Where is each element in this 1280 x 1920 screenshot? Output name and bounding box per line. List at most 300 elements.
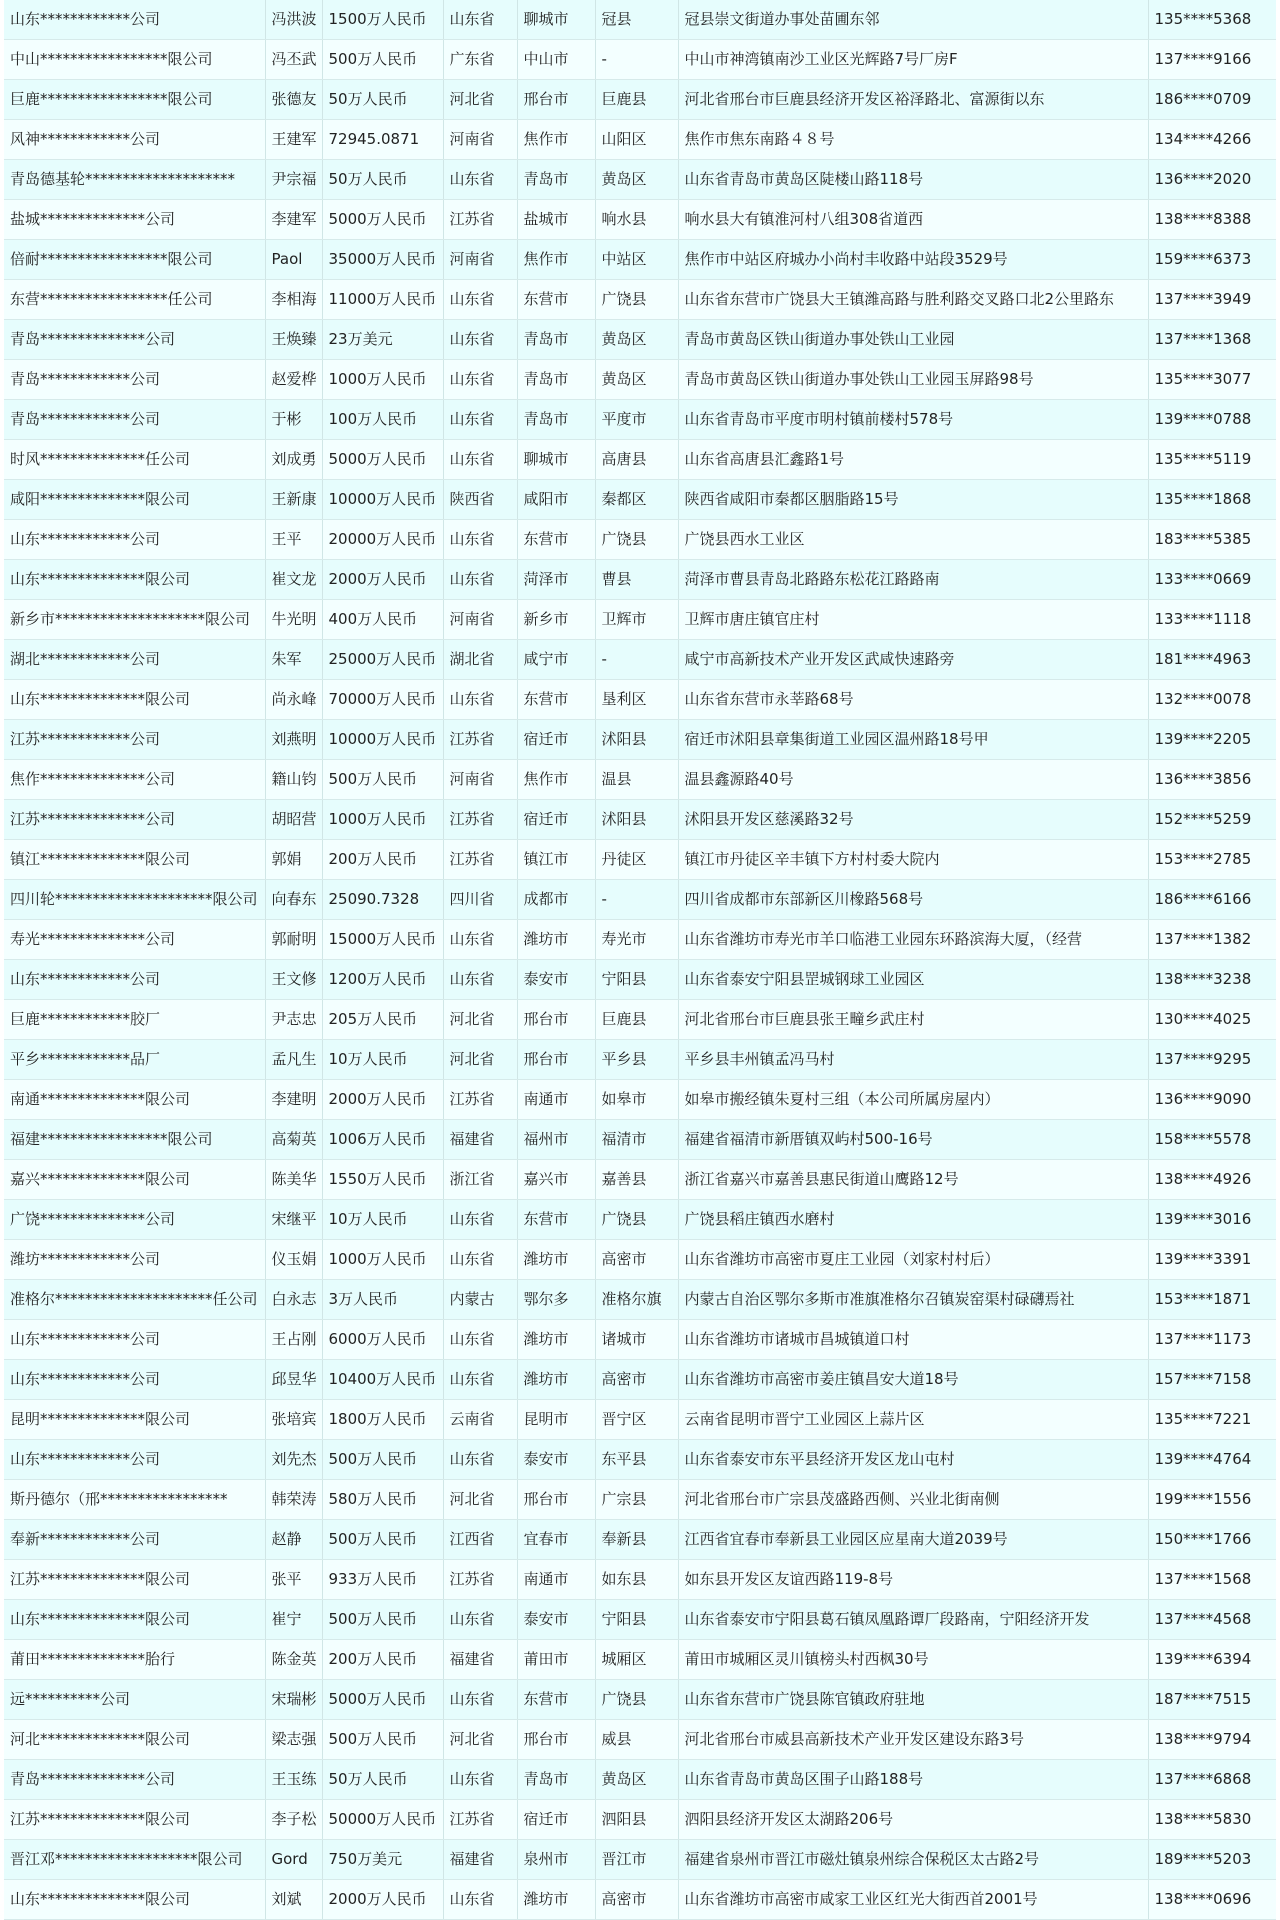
city-cell: 镇江市 [517,840,595,880]
legal-person-cell: 郭耐明 [265,920,322,960]
county-cell: 高密市 [595,1240,678,1280]
company-name-cell: 山东**************限公司 [4,1600,265,1640]
county-cell: 高唐县 [595,440,678,480]
company-name-cell: 江苏**************公司 [4,800,265,840]
company-name-cell: 江苏**************限公司 [4,1560,265,1600]
registered-capital-cell: 500万人民币 [322,760,443,800]
registered-capital-cell: 200万人民币 [322,1640,443,1680]
phone-cell: 136****9090 [1148,1080,1276,1120]
province-cell: 福建省 [443,1840,517,1880]
company-name-cell: 青岛************公司 [4,360,265,400]
registered-capital-cell: 400万人民币 [322,600,443,640]
province-cell: 山东省 [443,1680,517,1720]
legal-person-cell: 高菊英 [265,1120,322,1160]
registered-capital-cell: 500万人民币 [322,1520,443,1560]
table-row [4,920,1276,960]
phone-cell: 157****7158 [1148,1360,1276,1400]
address-cell: 山东省青岛市平度市明村镇前楼村578号 [678,400,1148,440]
address-cell: 山东省泰安市宁阳县葛石镇凤凰路谭厂段路南，宁阳经济开发 [678,1600,1148,1640]
city-cell: 邢台市 [517,1480,595,1520]
company-name-cell: 山东************公司 [4,0,265,40]
table-row [4,1520,1276,1560]
address-cell: 河北省邢台市巨鹿县经济开发区裕泽路北、富源街以东 [678,80,1148,120]
city-cell: 泰安市 [517,960,595,1000]
legal-person-cell: 冯洪波 [265,0,322,40]
address-cell: 四川省成都市东部新区川橡路568号 [678,880,1148,920]
county-cell: - [595,640,678,680]
city-cell: 焦作市 [517,240,595,280]
legal-person-cell: 李子松 [265,1800,322,1840]
county-cell: 如东县 [595,1560,678,1600]
company-name-cell: 南通**************限公司 [4,1080,265,1120]
address-cell: 山东省潍坊市高密市咸家工业区红光大街西首2001号 [678,1880,1148,1920]
city-cell: 聊城市 [517,440,595,480]
phone-cell: 139****3391 [1148,1240,1276,1280]
table-row [4,1000,1276,1040]
table-row [4,800,1276,840]
phone-cell: 137****1382 [1148,920,1276,960]
table-row [4,680,1276,720]
county-cell: 泗阳县 [595,1800,678,1840]
address-cell: 卫辉市唐庄镇官庄村 [678,600,1148,640]
city-cell: 昆明市 [517,1400,595,1440]
registered-capital-cell: 2000万人民币 [322,1880,443,1920]
phone-cell: 138****0696 [1148,1880,1276,1920]
phone-cell: 138****3238 [1148,960,1276,1000]
city-cell: 嘉兴市 [517,1160,595,1200]
table-row [4,960,1276,1000]
address-cell: 中山市神湾镇南沙工业区光辉路7号厂房F [678,40,1148,80]
table-row [4,480,1276,520]
legal-person-cell: 刘燕明 [265,720,322,760]
company-name-cell: 山东************公司 [4,1320,265,1360]
table-row [4,1400,1276,1440]
county-cell: 沭阳县 [595,720,678,760]
registered-capital-cell: 1000万人民币 [322,1240,443,1280]
legal-person-cell: Gord [265,1840,322,1880]
legal-person-cell: 王玉练 [265,1760,322,1800]
province-cell: 山东省 [443,320,517,360]
table-row [4,560,1276,600]
table-row [4,1200,1276,1240]
registered-capital-cell: 10000万人民币 [322,720,443,760]
province-cell: 江苏省 [443,720,517,760]
registered-capital-cell: 50万人民币 [322,80,443,120]
company-name-cell: 昆明**************限公司 [4,1400,265,1440]
province-cell: 河南省 [443,240,517,280]
address-cell: 沭阳县开发区慈溪路32号 [678,800,1148,840]
registered-capital-cell: 72945.0871 [322,120,443,160]
company-name-cell: 远**********公司 [4,1680,265,1720]
province-cell: 河北省 [443,1040,517,1080]
legal-person-cell: 尹宗福 [265,160,322,200]
phone-cell: 153****1871 [1148,1280,1276,1320]
province-cell: 江苏省 [443,200,517,240]
county-cell: 高密市 [595,1360,678,1400]
company-name-cell: 江苏**************限公司 [4,1800,265,1840]
legal-person-cell: 韩荣涛 [265,1480,322,1520]
registered-capital-cell: 1800万人民币 [322,1400,443,1440]
registered-capital-cell: 2000万人民币 [322,560,443,600]
province-cell: 福建省 [443,1120,517,1160]
address-cell: 山东省潍坊市诸城市昌城镇道口村 [678,1320,1148,1360]
city-cell: 邢台市 [517,1720,595,1760]
registered-capital-cell: 580万人民币 [322,1480,443,1520]
city-cell: 鄂尔多 [517,1280,595,1320]
city-cell: 泉州市 [517,1840,595,1880]
registered-capital-cell: 1000万人民币 [322,800,443,840]
city-cell: 东营市 [517,280,595,320]
phone-cell: 135****3077 [1148,360,1276,400]
city-cell: 青岛市 [517,320,595,360]
table-row [4,520,1276,560]
address-cell: 山东省潍坊市高密市姜庄镇昌安大道18号 [678,1360,1148,1400]
legal-person-cell: 胡昭营 [265,800,322,840]
phone-cell: 186****0709 [1148,80,1276,120]
province-cell: 河南省 [443,600,517,640]
county-cell: 温县 [595,760,678,800]
legal-person-cell: 梁志强 [265,1720,322,1760]
phone-cell: 135****5119 [1148,440,1276,480]
company-name-cell: 青岛**************公司 [4,1760,265,1800]
table-row [4,160,1276,200]
city-cell: 泰安市 [517,1600,595,1640]
table-row [4,1800,1276,1840]
city-cell: 中山市 [517,40,595,80]
address-cell: 浙江省嘉兴市嘉善县惠民街道山鹰路12号 [678,1160,1148,1200]
company-name-cell: 中山*****************限公司 [4,40,265,80]
province-cell: 四川省 [443,880,517,920]
table-row [4,1480,1276,1520]
legal-person-cell: 刘成勇 [265,440,322,480]
phone-cell: 138****4926 [1148,1160,1276,1200]
province-cell: 河北省 [443,1000,517,1040]
county-cell: - [595,880,678,920]
table-row [4,1120,1276,1160]
table-row [4,120,1276,160]
registered-capital-cell: 23万美元 [322,320,443,360]
legal-person-cell: 冯丕武 [265,40,322,80]
table-row [4,360,1276,400]
legal-person-cell: 崔宁 [265,1600,322,1640]
registered-capital-cell: 10万人民币 [322,1040,443,1080]
city-cell: 潍坊市 [517,1240,595,1280]
table-row [4,320,1276,360]
county-cell: 平度市 [595,400,678,440]
province-cell: 山东省 [443,1200,517,1240]
company-name-cell: 风神************公司 [4,120,265,160]
county-cell: 威县 [595,1720,678,1760]
table-row [4,1560,1276,1600]
company-name-cell: 准格尔*********************任公司 [4,1280,265,1320]
county-cell: 巨鹿县 [595,1000,678,1040]
company-name-cell: 焦作**************公司 [4,760,265,800]
province-cell: 山东省 [443,520,517,560]
address-cell: 如东县开发区友谊西路119-8号 [678,1560,1148,1600]
legal-person-cell: 李建军 [265,200,322,240]
address-cell: 福建省泉州市晋江市磁灶镇泉州综合保税区太古路2号 [678,1840,1148,1880]
registered-capital-cell: 50000万人民币 [322,1800,443,1840]
registered-capital-cell: 1550万人民币 [322,1160,443,1200]
table-row [4,600,1276,640]
legal-person-cell: 邱昱华 [265,1360,322,1400]
registered-capital-cell: 500万人民币 [322,1440,443,1480]
registered-capital-cell: 500万人民币 [322,40,443,80]
company-name-cell: 青岛德基轮******************** [4,160,265,200]
county-cell: 山阳区 [595,120,678,160]
legal-person-cell: 崔文龙 [265,560,322,600]
county-cell: 黄岛区 [595,320,678,360]
company-name-cell: 河北**************限公司 [4,1720,265,1760]
company-name-cell: 平乡************品厂 [4,1040,265,1080]
city-cell: 福州市 [517,1120,595,1160]
address-cell: 山东省高唐县汇鑫路1号 [678,440,1148,480]
city-cell: 宿迁市 [517,720,595,760]
company-name-cell: 湖北************公司 [4,640,265,680]
table-row [4,640,1276,680]
registered-capital-cell: 20000万人民币 [322,520,443,560]
phone-cell: 139****6394 [1148,1640,1276,1680]
phone-cell: 189****5203 [1148,1840,1276,1880]
address-cell: 山东省潍坊市寿光市羊口临港工业园东环路滨海大厦，（经营 [678,920,1148,960]
county-cell: - [595,40,678,80]
province-cell: 山东省 [443,0,517,40]
address-cell: 山东省潍坊市高密市夏庄工业园（刘家村村后） [678,1240,1148,1280]
county-cell: 丹徒区 [595,840,678,880]
phone-cell: 137****3949 [1148,280,1276,320]
legal-person-cell: 王建军 [265,120,322,160]
address-cell: 广饶县稻庄镇西水磨村 [678,1200,1148,1240]
legal-person-cell: 陈金英 [265,1640,322,1680]
table-row [4,720,1276,760]
province-cell: 山东省 [443,1760,517,1800]
company-name-cell: 山东**************限公司 [4,560,265,600]
address-cell: 温县鑫源路40号 [678,760,1148,800]
table-row [4,1320,1276,1360]
county-cell: 晋江市 [595,1840,678,1880]
city-cell: 邢台市 [517,1040,595,1080]
legal-person-cell: 尚永峰 [265,680,322,720]
province-cell: 云南省 [443,1400,517,1440]
table-row [4,1680,1276,1720]
city-cell: 青岛市 [517,400,595,440]
legal-person-cell: 陈美华 [265,1160,322,1200]
address-cell: 莆田市城厢区灵川镇榜头村西枫30号 [678,1640,1148,1680]
phone-cell: 135****1868 [1148,480,1276,520]
registered-capital-cell: 50万人民币 [322,160,443,200]
company-name-cell: 盐城**************公司 [4,200,265,240]
province-cell: 山东省 [443,360,517,400]
registered-capital-cell: 70000万人民币 [322,680,443,720]
registered-capital-cell: 500万人民币 [322,1720,443,1760]
province-cell: 山东省 [443,680,517,720]
province-cell: 山东省 [443,400,517,440]
county-cell: 卫辉市 [595,600,678,640]
table-row [4,1840,1276,1880]
table-row [4,840,1276,880]
address-cell: 泗阳县经济开发区太湖路206号 [678,1800,1148,1840]
phone-cell: 152****5259 [1148,800,1276,840]
phone-cell: 153****2785 [1148,840,1276,880]
legal-person-cell: 郭娟 [265,840,322,880]
city-cell: 东营市 [517,520,595,560]
address-cell: 山东省东营市广饶县大王镇潍高路与胜利路交叉路口北2公里路东 [678,280,1148,320]
province-cell: 河北省 [443,80,517,120]
company-name-cell: 奉新************公司 [4,1520,265,1560]
registered-capital-cell: 2000万人民币 [322,1080,443,1120]
county-cell: 广饶县 [595,1680,678,1720]
company-name-cell: 东营*****************任公司 [4,280,265,320]
registered-capital-cell: 1200万人民币 [322,960,443,1000]
phone-cell: 137****4568 [1148,1600,1276,1640]
city-cell: 焦作市 [517,120,595,160]
table-row [4,200,1276,240]
company-name-cell: 青岛************公司 [4,400,265,440]
company-name-cell: 时风**************任公司 [4,440,265,480]
address-cell: 山东省泰安市东平县经济开发区龙山屯村 [678,1440,1148,1480]
address-cell: 菏泽市曹县青岛北路路东松花江路路南 [678,560,1148,600]
address-cell: 咸宁市高新技术产业开发区武咸快速路旁 [678,640,1148,680]
county-cell: 冠县 [595,0,678,40]
registered-capital-cell: 5000万人民币 [322,1680,443,1720]
province-cell: 江苏省 [443,800,517,840]
county-cell: 秦都区 [595,480,678,520]
address-cell: 镇江市丹徒区辛丰镇下方村村委大院内 [678,840,1148,880]
legal-person-cell: 王焕臻 [265,320,322,360]
registered-capital-cell: 10000万人民币 [322,480,443,520]
phone-cell: 138****5830 [1148,1800,1276,1840]
county-cell: 广饶县 [595,1200,678,1240]
company-name-cell: 福建*****************限公司 [4,1120,265,1160]
table-row [4,0,1276,40]
registered-capital-cell: 100万人民币 [322,400,443,440]
registered-capital-cell: 1500万人民币 [322,0,443,40]
registered-capital-cell: 1006万人民币 [322,1120,443,1160]
province-cell: 河南省 [443,760,517,800]
registered-capital-cell: 6000万人民币 [322,1320,443,1360]
city-cell: 盐城市 [517,200,595,240]
legal-person-cell: 王平 [265,520,322,560]
table-row [4,400,1276,440]
phone-cell: 137****6868 [1148,1760,1276,1800]
city-cell: 咸宁市 [517,640,595,680]
registered-capital-cell: 11000万人民币 [322,280,443,320]
province-cell: 山东省 [443,560,517,600]
address-cell: 江西省宜春市奉新县工业园区应星南大道2039号 [678,1520,1148,1560]
county-cell: 奉新县 [595,1520,678,1560]
table-row [4,280,1276,320]
province-cell: 山东省 [443,1440,517,1480]
address-cell: 青岛市黄岛区铁山街道办事处铁山工业园 [678,320,1148,360]
city-cell: 宿迁市 [517,1800,595,1840]
city-cell: 焦作市 [517,760,595,800]
table-row [4,1160,1276,1200]
legal-person-cell: 白永志 [265,1280,322,1320]
registered-capital-cell: 5000万人民币 [322,440,443,480]
province-cell: 山东省 [443,1360,517,1400]
phone-cell: 159****6373 [1148,240,1276,280]
company-name-cell: 山东************公司 [4,960,265,1000]
legal-person-cell: 宋继平 [265,1200,322,1240]
phone-cell: 183****5385 [1148,520,1276,560]
registered-capital-cell: 35000万人民币 [322,240,443,280]
legal-person-cell: 朱军 [265,640,322,680]
phone-cell: 139****0788 [1148,400,1276,440]
legal-person-cell: 仪玉娟 [265,1240,322,1280]
table-row [4,1240,1276,1280]
company-name-cell: 江苏************公司 [4,720,265,760]
legal-person-cell: 孟凡生 [265,1040,322,1080]
address-cell: 冠县崇文街道办事处苗圃东邻 [678,0,1148,40]
company-table [4,0,1276,1920]
legal-person-cell: 赵爱桦 [265,360,322,400]
registered-capital-cell: 50万人民币 [322,1760,443,1800]
company-table-body [4,0,1276,1920]
legal-person-cell: 王新康 [265,480,322,520]
province-cell: 山东省 [443,280,517,320]
address-cell: 云南省昆明市晋宁工业园区上蒜片区 [678,1400,1148,1440]
address-cell: 陕西省咸阳市秦都区胭脂路15号 [678,480,1148,520]
legal-person-cell: Paol [265,240,322,280]
company-name-cell: 广饶**************公司 [4,1200,265,1240]
address-cell: 焦作市焦东南路４８号 [678,120,1148,160]
registered-capital-cell: 205万人民币 [322,1000,443,1040]
county-cell: 宁阳县 [595,960,678,1000]
company-name-cell: 斯丹德尔（邢***************** [4,1480,265,1520]
table-row [4,80,1276,120]
company-name-cell: 倍耐*****************限公司 [4,240,265,280]
province-cell: 山东省 [443,1320,517,1360]
city-cell: 邢台市 [517,1000,595,1040]
legal-person-cell: 张平 [265,1560,322,1600]
legal-person-cell: 籍山钧 [265,760,322,800]
address-cell: 河北省邢台市威县高新技术产业开发区建设东路3号 [678,1720,1148,1760]
address-cell: 山东省青岛市黄岛区围子山路188号 [678,1760,1148,1800]
county-cell: 巨鹿县 [595,80,678,120]
phone-cell: 135****5368 [1148,0,1276,40]
legal-person-cell: 李建明 [265,1080,322,1120]
company-name-cell: 巨鹿*****************限公司 [4,80,265,120]
registered-capital-cell: 500万人民币 [322,1600,443,1640]
phone-cell: 137****1568 [1148,1560,1276,1600]
province-cell: 江苏省 [443,1560,517,1600]
phone-cell: 181****4963 [1148,640,1276,680]
company-name-cell: 莆田**************胎行 [4,1640,265,1680]
phone-cell: 134****4266 [1148,120,1276,160]
table-row [4,240,1276,280]
legal-person-cell: 张培宾 [265,1400,322,1440]
city-cell: 青岛市 [517,360,595,400]
table-row [4,1360,1276,1400]
county-cell: 广饶县 [595,520,678,560]
table-row [4,1880,1276,1920]
province-cell: 山东省 [443,160,517,200]
table-row [4,1640,1276,1680]
county-cell: 高密市 [595,1880,678,1920]
county-cell: 宁阳县 [595,1600,678,1640]
phone-cell: 139****2205 [1148,720,1276,760]
company-name-cell: 嘉兴**************限公司 [4,1160,265,1200]
county-cell: 广宗县 [595,1480,678,1520]
company-name-cell: 晋江邓*******************限公司 [4,1840,265,1880]
city-cell: 成都市 [517,880,595,920]
province-cell: 山东省 [443,960,517,1000]
registered-capital-cell: 15000万人民币 [322,920,443,960]
province-cell: 江西省 [443,1520,517,1560]
province-cell: 河北省 [443,1720,517,1760]
county-cell: 如皋市 [595,1080,678,1120]
legal-person-cell: 李相海 [265,280,322,320]
